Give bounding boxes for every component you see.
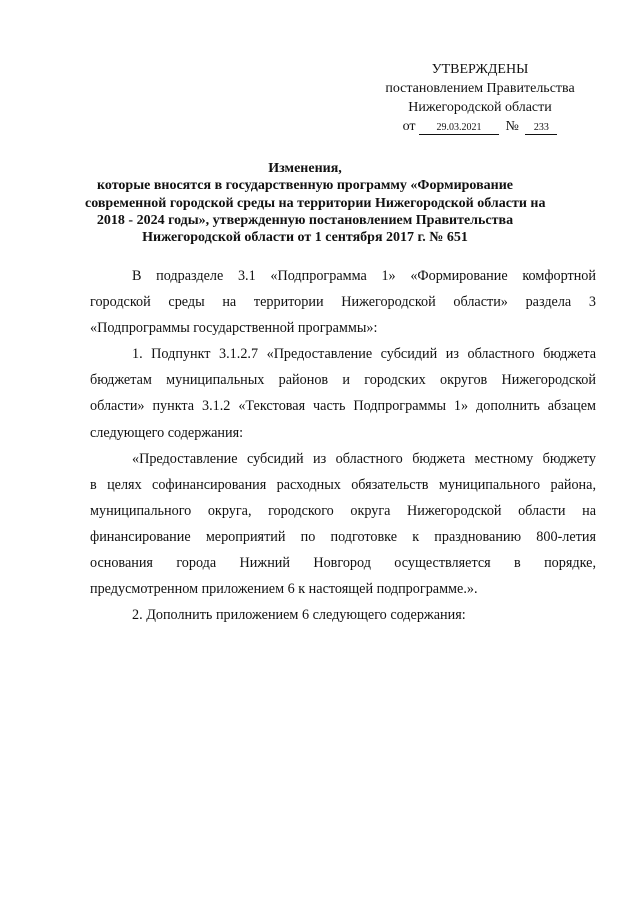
paragraph-item-1 [90,341,596,445]
approval-stamp [360,60,600,136]
text-line: «Предоставление субсидий из областного бюджета местному бюджету [132,450,596,467]
approval-line-3: Нижегородской области [408,100,552,115]
text-line: муниципального округа, городского округа Нижегородской области на [90,502,596,519]
approval-from-label: от [402,119,416,134]
title-line: Нижегородской области от 1 сентября 2017 г. № 651 [142,230,468,246]
approval-number-sign: № [505,119,519,134]
approval-date-row [360,117,600,136]
text-line: В подразделе 3.1 «Подпрограмма 1» «Формирование комфортной [132,268,596,284]
paragraph-quote [90,446,596,603]
paragraph-item-2 [90,602,596,628]
text-line: в целях софинансирования расходных обязательств муниципального района, [90,476,596,493]
text-line: области» пункта 3.1.2 «Текстовая часть Подпрограммы 1» дополнить абзацем [90,398,596,415]
text-line: финансирование мероприятий по подготовке к празднованию 800-летия [90,528,596,545]
approval-line-2: постановлением Правительства [385,81,575,96]
text-line: следующего содержания: [90,424,244,441]
approval-title: УТВЕРЖДЕНЫ [431,62,529,77]
text-line: городской среды на территории Нижегородской области» раздела 3 [90,294,596,311]
title-line: Изменения, [268,161,342,176]
paragraph-intro [90,263,596,341]
approval-number: 233 [525,122,557,135]
text-line: 1. Подпункт 3.1.2.7 «Предоставление субсидий из областного бюджета [132,346,596,363]
title-line: современной городской среды на территории Нижегородской области на [85,195,546,211]
approval-date: 29.03.2021 [419,122,499,135]
text-line: «Подпрограммы государственной программы»: [90,320,378,337]
text-line: предусмотренном приложением 6 к настоящей подпрограмме.». [90,581,478,598]
text-line: 2. Дополнить приложением 6 следующего содержания: [132,607,466,624]
title-line: которые вносятся в государственную программу «Формирование [97,178,513,194]
title-line: 2018 - 2024 годы», утвержденную постановлением Правительства [96,212,514,228]
text-line: основания города Нижний Новгород осуществляется в порядке, [90,555,596,572]
document-title [85,160,546,246]
document-body [90,263,596,628]
text-line: бюджетам муниципальных районов и городских округов Нижегородской [90,372,596,389]
